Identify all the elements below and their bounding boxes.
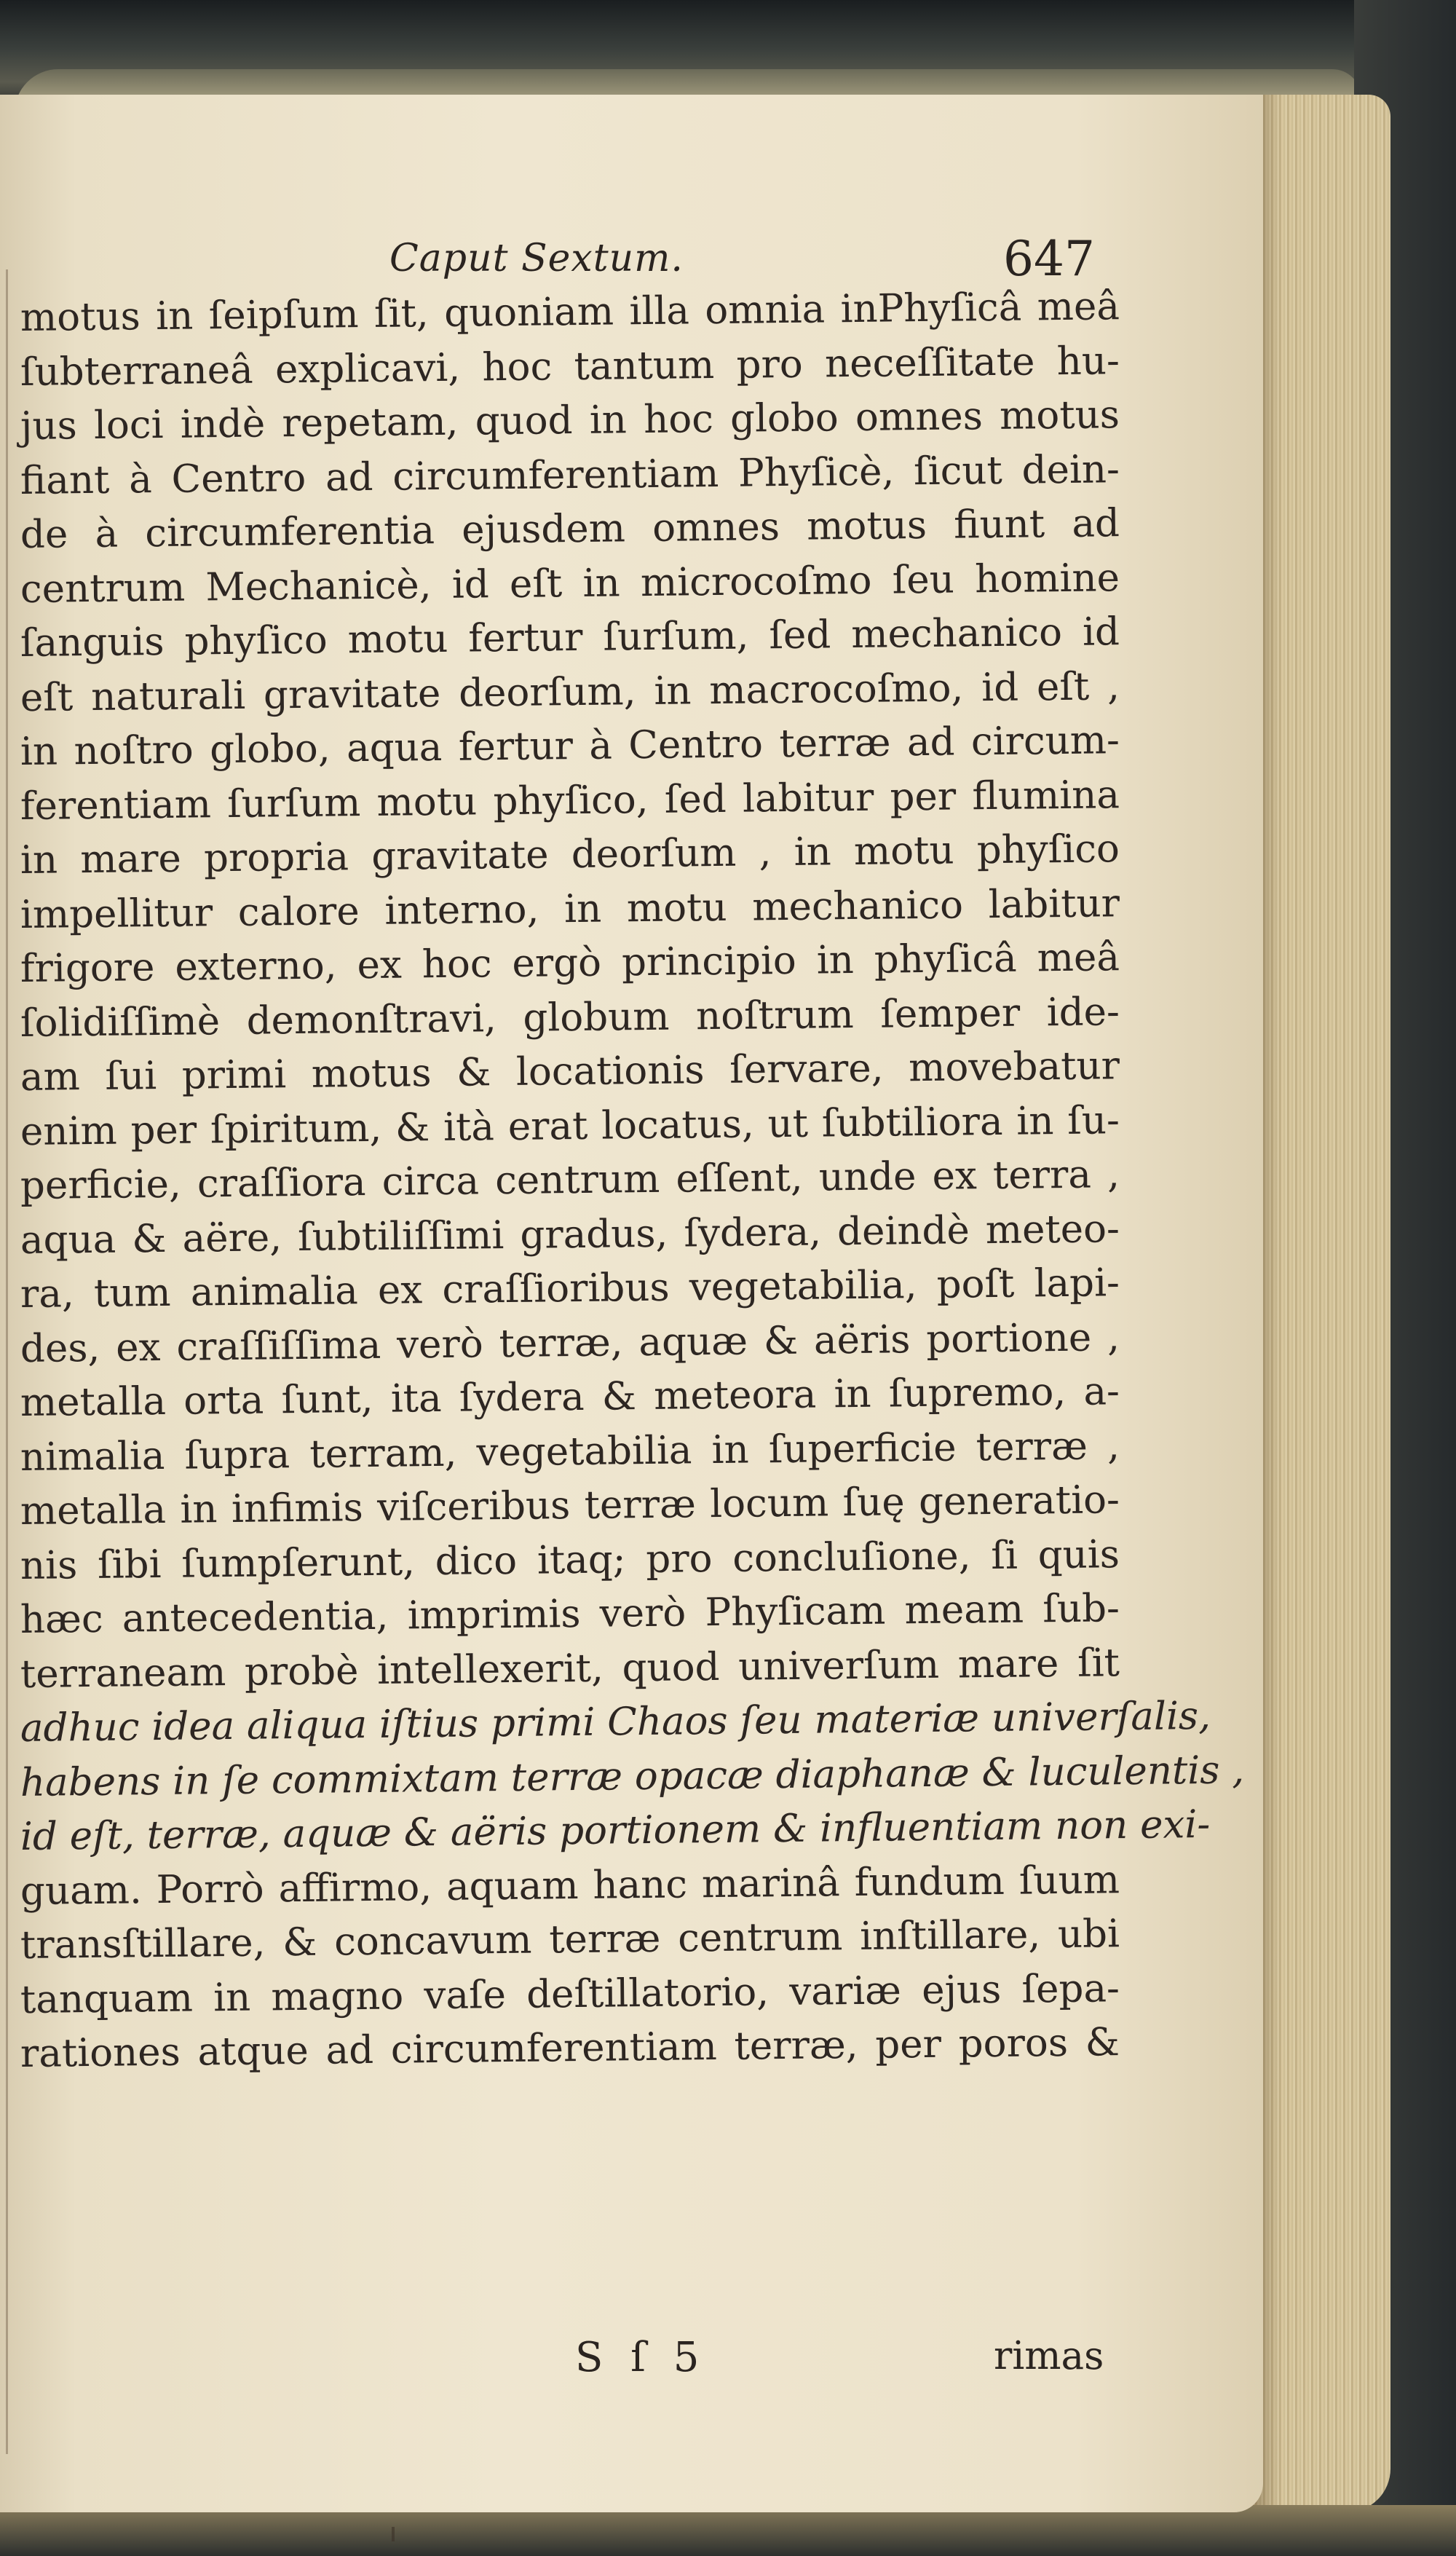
- catchword: rimas: [994, 2334, 1104, 2378]
- text-line: guam. Porrò affirmo, aquam hanc marinâ fundum ſuum: [20, 1857, 1120, 1914]
- text-line: ſanguis phyſico motu fertur ſurſum, ſed mechanico id: [20, 610, 1120, 666]
- text-line: des, ex craſſiſſima verò terræ, aquæ & aëris portione ,: [20, 1314, 1120, 1371]
- text-line: frigore externo, ex hoc ergò principio in phyſicâ meâ: [20, 935, 1120, 991]
- text-line: eſt naturali gravitate deorſum, in macrocoſmo, id eſt ,: [20, 663, 1120, 720]
- text-line: enim per ſpiritum, & ità erat locatus, ut ſubtiliora in ſu-: [20, 1097, 1120, 1154]
- gutter-line: [6, 269, 8, 2454]
- text-line: ra, tum animalia ex craſſioribus vegetabilia, poſt lapi-: [20, 1261, 1120, 1317]
- text-line: metalla in infimis viſceribus terræ locum ſuę generatio-: [20, 1478, 1120, 1534]
- text-line: am ſui primi motus & locationis ſervare, movebatur: [20, 1044, 1120, 1100]
- page-number: 647: [1003, 231, 1095, 287]
- book-bottom-edge: [0, 2505, 1456, 2556]
- text-line: centrum Mechanicè, id eſt in microcoſmo ſeu homine: [20, 555, 1120, 612]
- text-line: tanquam in magno vaſe deſtillatorio, variæ ejus ſepa-: [20, 1965, 1120, 2022]
- text-line: ſolidiſſimè demonſtravi, globum noſtrum ſemper ide-: [20, 989, 1120, 1046]
- text-line: impellitur calore interno, in motu mechanico labitur: [20, 880, 1120, 937]
- text-line-italic: habens in ſe commixtam terræ opacæ diaphanæ & luculentis ,: [20, 1747, 1245, 1805]
- text-line: nimalia ſupra terram, vegetabilia in ſuperficie terræ ,: [20, 1423, 1120, 1480]
- text-line: rationes atque ad circumferentiam terræ, per poros &: [20, 2020, 1120, 2076]
- text-line: ſubterraneâ explicavi, hoc tantum pro neceſſitate hu-: [20, 338, 1120, 395]
- text-line: motus in ſeipſum ſit, quoniam illa omnia inPhyſicâ meâ: [20, 284, 1120, 340]
- text-line: in mare propria gravitate deorſum , in motu phyſico: [20, 827, 1120, 883]
- text-line: terraneam probè intellexerit, quod univerſum mare ſit: [20, 1640, 1120, 1697]
- text-line: fiant à Centro ad circumferentiam Phyſicè, ſicut dein-: [20, 446, 1120, 503]
- text-line: ferentiam ſurſum motu phyſico, ſed labitur per flumina: [20, 772, 1120, 829]
- text-line: aqua & aëre, ſubtiliſſimi gradus, ſydera, deindè meteo-: [20, 1206, 1120, 1263]
- page-footer: [0, 2334, 1165, 2392]
- text-line: hæc antecedentia, imprimis verò Phyſicam meam ſub-: [20, 1586, 1120, 1642]
- body-text: [20, 284, 1245, 2082]
- text-line-italic: id eſt, terræ, aquæ & aëris portionem & influentiam non exi-: [20, 1802, 1211, 1859]
- text-line: nis ſibi ſumpſerunt, dico itaq; pro concluſione, ſi quis: [20, 1531, 1120, 1588]
- text-line: in noſtro globo, aqua fertur à Centro terræ ad circum-: [20, 718, 1120, 774]
- text-line: transſtillare, & concavum terræ centrum inſtillare, ubi: [20, 1912, 1120, 1968]
- signature-mark: S ſ 5: [575, 2334, 707, 2381]
- running-head: [0, 231, 1095, 288]
- text-line: perficie, craſſiora circa centrum eſſent, unde ex terra ,: [20, 1152, 1120, 1208]
- text-line: jus loci indè repetam, quod in hoc globo omnes motus: [20, 393, 1120, 449]
- running-title: Caput Sextum.: [389, 237, 684, 280]
- text-line: metalla orta ſunt, ita ſydera & meteora in ſupremo, a-: [20, 1369, 1120, 1425]
- page-mark: [392, 2527, 395, 2541]
- text-line: de à circumferentia ejusdem omnes motus fiunt ad: [20, 501, 1120, 557]
- text-line-italic: adhuc idea aliqua iſtius primi Chaos ſeu materiæ univerſalis,: [20, 1693, 1211, 1751]
